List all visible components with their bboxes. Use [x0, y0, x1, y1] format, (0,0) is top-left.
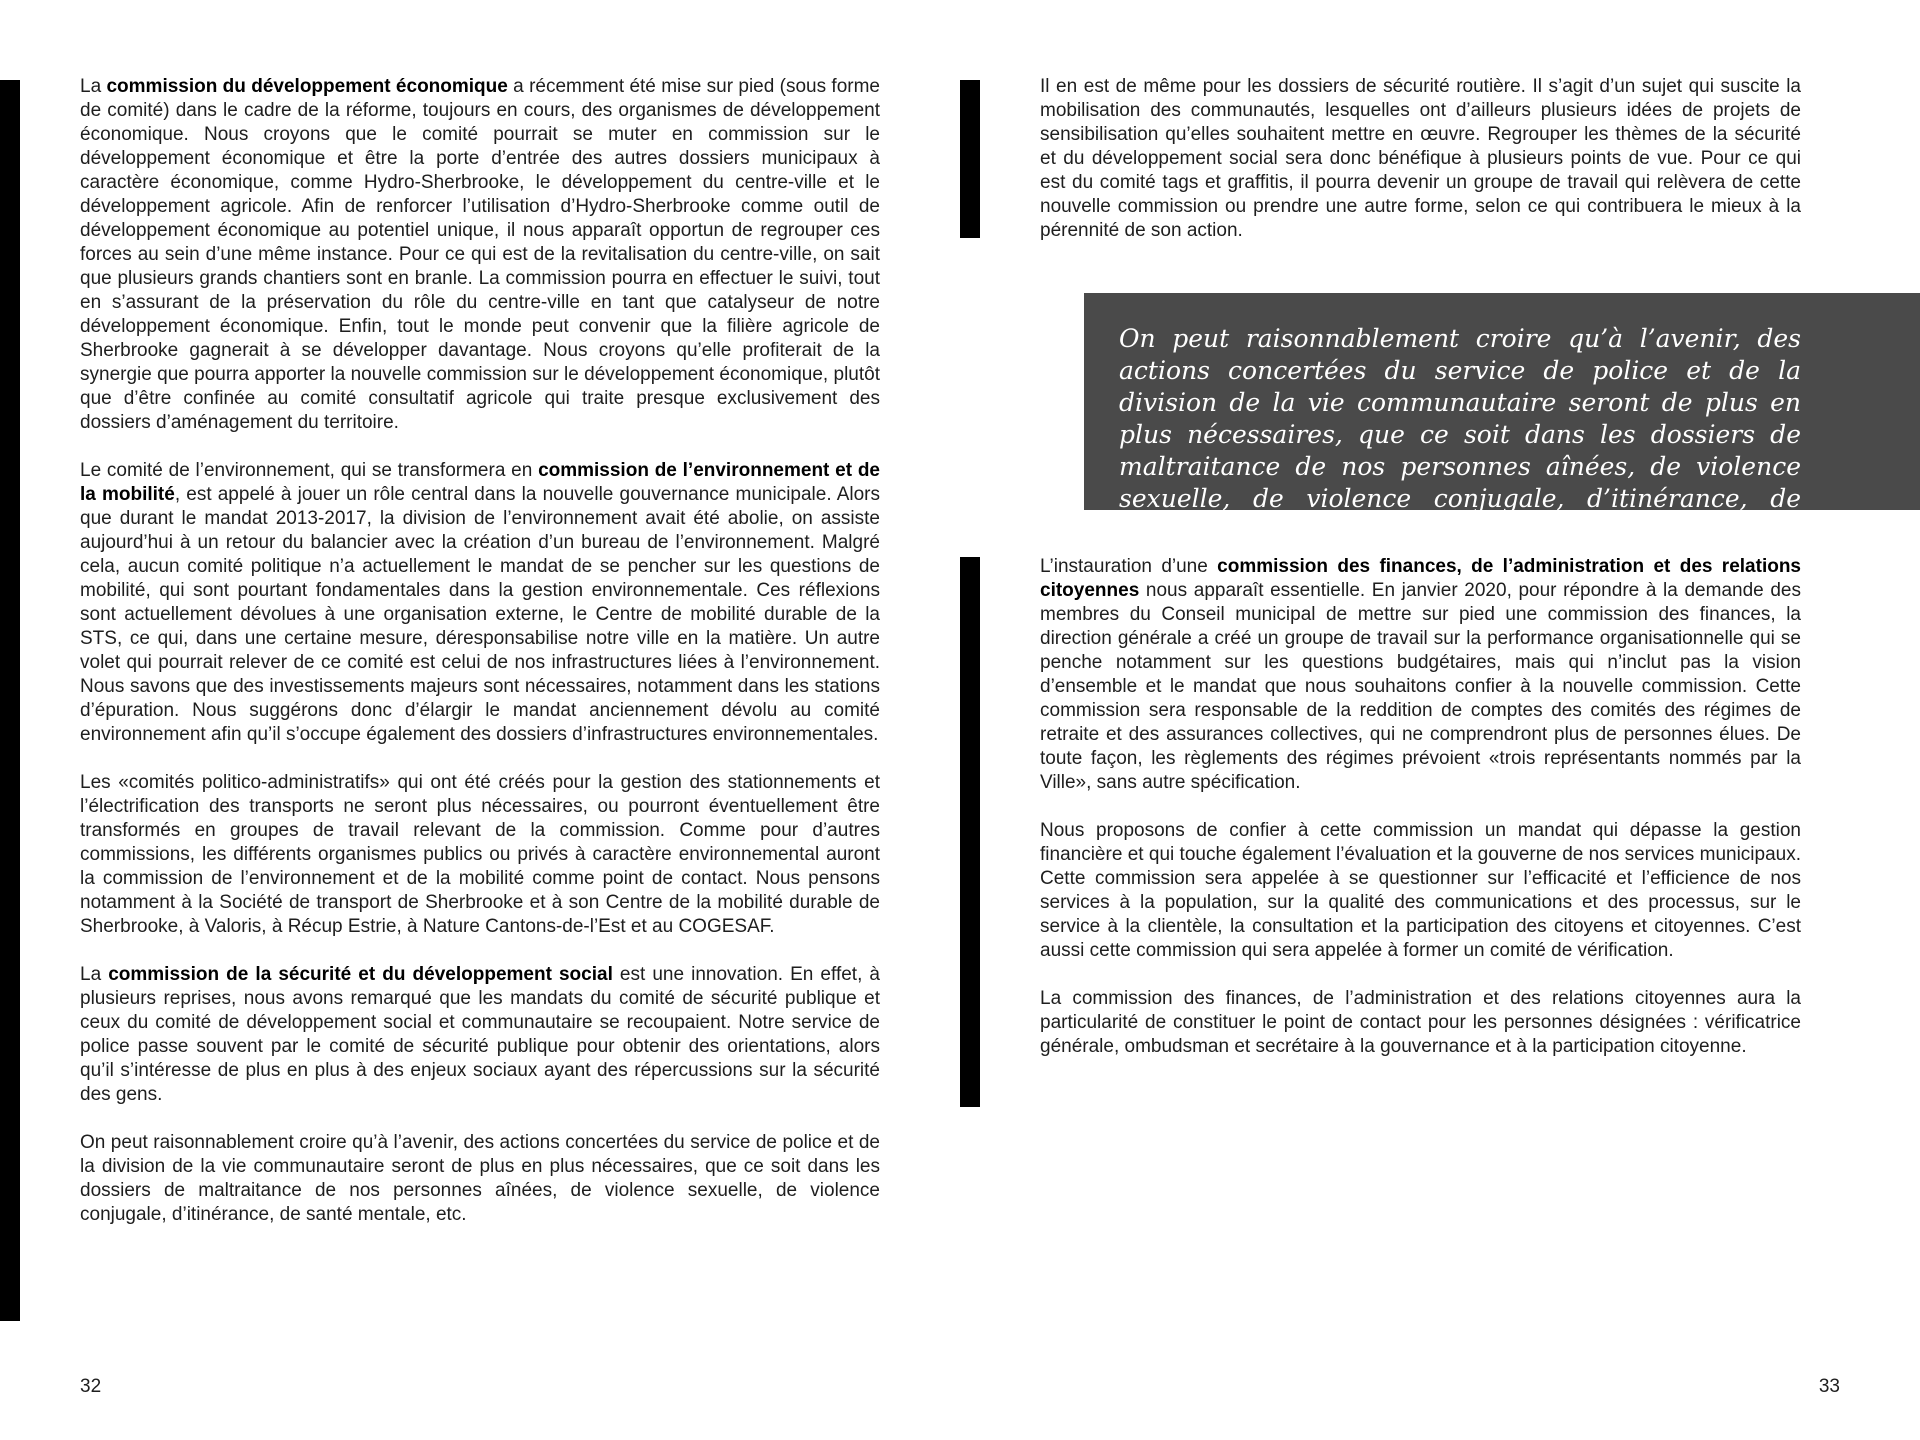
paragraph-road-safety: Il en est de même pour les dossiers de sécurité routière. Il s’agit d’un sujet qui suscite la mobilisation des communautés, lesquelles ont d’ailleurs plusieurs idées de projets de sensibilisation qu’elles souhaitent mettre en œuvre. Regrouper les thèmes de la sécurité et du développement social sera donc bénéfique à plusieurs points de vue. Pour ce qui est du comité tags et graffitis, il pourra devenir un groupe de travail qui relèvera de cette nouvelle commission ou prendre une autre forme, selon ce qui contribuera le mieux à la pérennité de son action. [1040, 76, 1801, 241]
paragraph-finance-commission: L’instauration d’une commission des finances, de l’administration et des relations citoyennes nous apparaît essentielle. En janvier 2020, pour répondre à la demande des membres du Conseil municipal de mettre sur pied une commission des finances, la direction générale a créé un groupe de travail sur la performance organisationnelle qui se penche notamment sur les questions budgétaires, mais qui n’inclut pas la vision d’ensemble et le mandat que nous souhaitons confier à la nouvelle commission. Cette commission sera responsable de la reddition de comptes des comités des régimes de retraite et des assurances collectives, qui ne comprendront plus de personnes élues. De toute façon, les règlements des régimes prévoient «trois représentants nommés par la Ville», sans autre spécification. [1040, 556, 1801, 793]
paragraph-environment-commission: Le comité de l’environnement, qui se transformera en commission de l’environnement et de la mobilité, est appelé à jouer un rôle central dans la nouvelle gouvernance municipale. Alors que durant le mandat 2013-2017, la division de l’environnement avait été abolie, on assiste aujourd’hui à un retour du balancier avec la création d’un bureau de l’environnement. Malgré cela, aucun comité politique n’a actuellement le mandat de se pencher sur les questions de mobilité, qui sont pourtant fondamentales dans la gestion environnementale. Ces réflexions sont actuellement dévolues à une organisation externe, le Centre de mobilité durable de la STS, ce qui, dans une certaine mesure, déresponsabilise notre ville en la matière. Un autre volet qui pourrait relever de ce comité est celui de nos infrastructures liées à l’environnement. Nous savons que des investissements majeurs sont nécessaires, notamment dans les stations d’épuration. Nous suggérons donc d’élargir le mandat anciennement dévolu au comité environnement afin qu’il s’occupe également des dossiers d’infrastructures environnementales. [80, 460, 880, 745]
paragraph-security-commission: La commission de la sécurité et du développement social est une innovation. En effet, à plusieurs reprises, nous avons remarqué que les mandats du comité de sécurité publique et ceux du comité de développement social et communautaire se recoupaient. Notre service de police passe souvent par le comité de sécurité publique pour obtenir des orientations, alors qu’il s’intéresse de plus en plus à des enjeux sociaux ayant des répercussions sur la sécurité des gens. [80, 964, 880, 1105]
pull-quote-text: On peut raisonnablement croire qu’à l’avenir, des actions concertées du service de police et de la division de la vie communautaire seront de plus en plus nécessaires, que ce soit dans les dossiers de maltraitance de nos personnes aînées, de violence sexuelle, de violence conjugale, d’itinérance, de santé mentale, etc. [1119, 324, 1801, 545]
paragraph-police-community: On peut raisonnablement croire qu’à l’avenir, des actions concertées du service de police et de la division de la vie communautaire seront de plus en plus nécessaires, que ce soit dans les dossiers de maltraitance de nos personnes aînées, de violence sexuelle, de violence conjugale, d’itinérance, de santé mentale, etc. [80, 1132, 880, 1225]
paragraph-commission-mandate: Nous proposons de confier à cette commission un mandat qui dépasse la gestion financière et qui touche également l’évaluation et la gouverne de nos services municipaux. Cette commission sera appelée à se questionner sur l’efficacité et l’efficience de nos services à la population, sur la qualité des communications et des processus, sur le service à la clientèle, la consultation et la participation des citoyens et citoyennes. C’est aussi cette commission qui sera appelée à former un comité de vérification. [1040, 820, 1801, 961]
left-text-column [80, 75, 880, 1227]
right-top-margin-bar [960, 80, 980, 238]
right-bottom-margin-bar [960, 557, 980, 1107]
page-number-left: 32 [80, 1376, 102, 1397]
paragraph-contact-point: La commission des finances, de l’administration et des relations citoyennes aura la particularité de constituer le point de contact pour les personnes désignées : vérificatrice générale, ombudsman et secrétaire à la gouvernance et à la participation citoyenne. [1040, 988, 1801, 1057]
page-number-right: 33 [1818, 1376, 1840, 1397]
left-margin-bar [0, 80, 20, 1321]
paragraph-political-committees: Les «comités politico-administratifs» qui ont été créés pour la gestion des stationnements et l’électrification des transports ne seront plus nécessaires, ou pourront éventuellement être transformés en groupes de travail relevant de la commission. Comme pour d’autres commissions, les différents organismes publics ou privés à caractère environnemental auront la commission de l’environnement et de la mobilité comme point de contact. Nous pensons notamment à la Société de transport de Sherbrooke et à son Centre de la mobilité durable de Sherbrooke, à Valoris, à Récup Estrie, à Nature Cantons-de-l’Est et au COGESAF. [80, 772, 880, 937]
paragraph-economic-commission: La commission du développement économique a récemment été mise sur pied (sous forme de comité) dans le cadre de la réforme, toujours en cours, des organismes de développement économique. Nous croyons que le comité pourrait se muter en commission sur le développement économique et être la porte d’entrée des autres dossiers municipaux à caractère économique, comme Hydro-Sherbrooke, le développement du centre-ville et le développement agricole. Afin de renforcer l’utilisation d’Hydro-Sherbrooke comme outil de développement économique au potentiel unique, il nous apparaît opportun de regrouper ces forces au sein d’une même instance. Pour ce qui est de la revitalisation du centre-ville, on sait que plusieurs grands chantiers sont en branle. La commission pourra en effectuer le suivi, tout en s’assurant de la préservation du rôle du centre-ville en tant que catalyseur de notre développement économique. Enfin, tout le monde peut convenir que la filière agricole de Sherbrooke gagnerait à se développer davantage. Nous croyons qu’elle profiterait de la synergie que pourra apporter la nouvelle commission sur le développement économique, plutôt que d’être confinée au comité consultatif agricole qui traite presque exclusivement des dossiers d’aménagement du territoire. [80, 76, 880, 433]
right-page [960, 0, 1920, 1440]
right-top-text-column [1040, 75, 1801, 243]
right-bottom-text-column [1040, 555, 1801, 1059]
